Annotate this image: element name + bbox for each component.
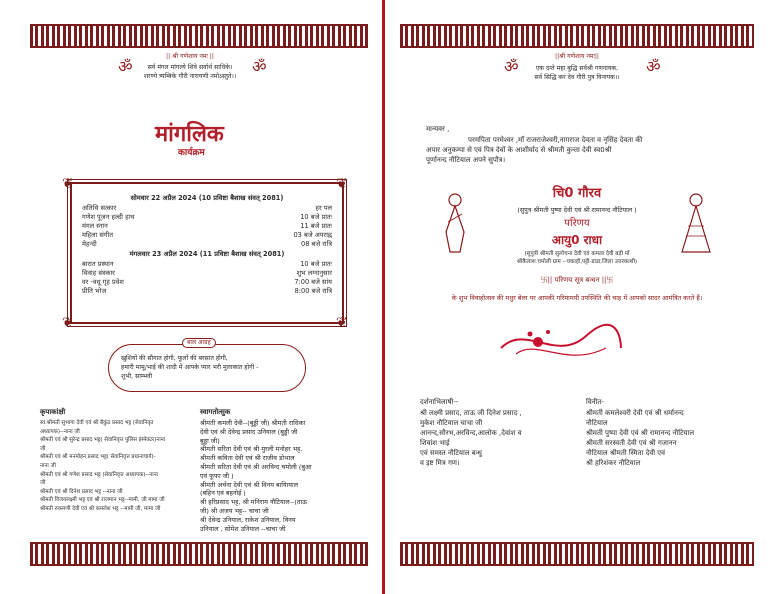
list-line: श्रीमती कमली देवी--(बुड्डी जी) श्रीमती राधिका <box>200 419 306 427</box>
schedule-row: गणेश पूजन हल्दी हाथ 10 बजे प्रातः <box>82 213 332 221</box>
karyakram-subtitle: कार्यक्रम <box>178 148 205 158</box>
top-ornamental-border <box>30 24 368 48</box>
ganesha-left-icon: ॐ <box>504 57 519 76</box>
list-line: श्री लक्ष्मी प्रसाद, ताऊ जी दिनेश प्रसाद , <box>420 409 522 417</box>
list-line: श्रीमती एवं श्री गणेश प्रसाद भट्ट (सेवानिवृत्त अध्यापक)--नाना <box>40 471 158 478</box>
list-line: जी) श्री अजय भट्ट-- चाचा जी <box>200 507 269 515</box>
parinay-sutra-line: 卐|| परिणय सूत्र बन्धन ||卐 <box>540 276 614 284</box>
bride-detail-line: (सुपुत्री श्रीमती सुलोचना देवी एवं कमला देवी बड़ी माँ <box>524 251 630 257</box>
mangalik-title: मांगलिक <box>155 121 224 147</box>
list-line: अध्यापक)--नाना जी <box>40 428 80 435</box>
list-line: नौटियाल <box>586 419 608 427</box>
center-fold-divider <box>382 0 385 594</box>
right-card-page <box>386 0 768 594</box>
frame-corner-ornament: ❦ <box>62 176 74 192</box>
list-line: श्रीमती विजयलक्ष्मी भट्ट एवं श्री राजमान भट्ट--मामी, जी मामा जी <box>40 497 165 504</box>
baal-aagrah-label: बाल आग्रह <box>182 338 216 348</box>
bottom-ornamental-border <box>400 542 754 566</box>
list-line: आनन्द,सौरभ,अरविन्द,आलोक ,देवांश व <box>420 429 522 437</box>
list-line: श्रीमती एवं श्री दिनेश प्रसाद भट्ट --नाना जी <box>40 488 123 495</box>
om-line: || श्री गणेशाय नमः || <box>166 53 214 60</box>
frame-corner-ornament: ❦ <box>62 315 74 331</box>
vineet-heading: विनीत- <box>586 398 604 406</box>
bride-detail-line: श्रीकैलाश चमोली ग्राम --चकाही,पट्टी-डाडा,जिला उत्तरकाशी) <box>516 259 638 265</box>
left-card-page <box>0 0 380 594</box>
list-line: श्रीमती एवं श्री सुरेन्द्र प्रसाद भट्ट( सेवानिवृत्त पुलिस इंस्पेक्टर)नाना <box>40 437 166 444</box>
list-line: एवं फूफा जी ) <box>200 471 234 480</box>
ganesha-left-icon: ॐ <box>118 57 133 76</box>
list-line: जी <box>40 480 46 487</box>
kripakankshi-heading: कृपाकांक्षी <box>40 408 66 416</box>
schedule-row: वर -वधू गृह प्रवेश 7:00 बजे सांय <box>82 278 332 286</box>
list-line: श्रीमती कविता देवी एवं श्री राजीव डोभाल <box>200 454 295 463</box>
list-line: श्रीमती पुष्पा देवी एवं श्री रामानन्द नौटियाल <box>586 429 695 437</box>
shloka-line-2: सर्व सिद्धि कर देव गौरी पुत्र विनायक।। <box>534 74 620 81</box>
schedule-row: मेहन्दी 08 बजे रात्रि <box>82 240 332 248</box>
baal-aagrah-line: हमारी मामू/भाई की शादी में आपके प्यार भरी मुलाकात होगी - <box>121 364 259 371</box>
list-line: शिवांश भाई <box>420 439 450 447</box>
list-line: श्रीमती सरिता देवी एवं श्री अरविन्द चमोली (बुआ <box>200 463 312 471</box>
schedule-row: प्रीति भोज 8:00 बजे रात्रि <box>82 287 332 295</box>
program-schedule-frame <box>70 182 344 324</box>
list-line: (बहिन एवं बहनोई ) <box>200 489 246 498</box>
parinay-label: परिणय <box>564 218 590 229</box>
invitation-line: के शुभ विवाहोत्सव की मधुर बेला पर आपकी गरिमामयी उपस्थिति की चाह में आपको सादर आमंत्रित करते हैं। <box>451 294 703 302</box>
shloka-line-1: सर्व मंगल मांगल्ये शिवे सर्वार्थ साधिके। <box>147 64 233 71</box>
groom-parents: (सुपुत्र श्रीमती पुष्पा देवी एवं श्री रामानन्द नौटियाल ) <box>517 206 637 214</box>
top-ornamental-border <box>400 24 754 48</box>
list-line: जी <box>40 445 46 452</box>
list-line: श्रीमती एवं श्री मनमोहन प्रसाद भट्ट( सेवानिवृत्त प्रधानाचार्य)- <box>40 454 156 461</box>
list-line: व इष्ट मित्र गण। <box>420 459 460 467</box>
frame-corner-ornament: ❦ <box>336 176 348 192</box>
bride-name: आयु0 राधा <box>551 233 603 247</box>
day1-heading: सोमवार 22 अप्रैल 2024 (10 प्रविष्टा बैशाख संवत् 2081) <box>130 194 284 202</box>
list-line: एवं समस्त नौटियाल बन्धु <box>420 449 482 457</box>
intro-line: पूर्णानन्द नौटियाल अपने सुपौत्र। <box>426 156 506 164</box>
intro-line: परमपिता परमेश्वर ,माँ राजराजेश्वरी,नागराज देवता व नृसिंह देवता की <box>468 136 643 144</box>
schedule-row: विवाह संस्कार शुभ लग्नानुसार <box>82 269 332 277</box>
schedule-row: बारात प्रस्थान 10 बजे प्रातः <box>82 260 332 268</box>
floral-ornament-icon <box>496 318 626 366</box>
list-line: नौटियाल श्रीमती स्मिता देवी एवं <box>586 449 666 457</box>
list-line: श्री हरिप्रसाद भट्ट, श्री मनिराम नौटियाल--(ताऊ <box>200 498 308 507</box>
list-line: मुकेश नौटियाल चाचा जी <box>420 419 483 427</box>
list-line: उनियाल , सोमेश उनियाल --चाचा जी <box>200 524 286 533</box>
list-line: श्रीमती कमलेश्वरी देवी एवं श्री धर्मानन्द <box>586 409 684 417</box>
darshanabhilashi-heading: दर्शनाभिलाषी-- <box>420 398 459 406</box>
intro-line: अपार अनुकम्पा से एवं पित्र देवों के आशीर्वाद से श्रीमती कुन्ता देवी स्व0श्री <box>426 146 612 154</box>
schedule-row: मंगल स्नान 11 बजे प्रातः <box>82 222 332 230</box>
om-line: ||श्री गणेशाय नमः|| <box>555 53 599 60</box>
baal-aagrah-box <box>108 344 306 392</box>
list-line: श्रीमती रुकमणी देवी एवं श्री कमलेश भट्ट --मामी जी, मामा जी <box>40 506 161 512</box>
ganesha-right-icon: ॐ <box>646 57 661 76</box>
salutation: मान्यवर , <box>426 125 450 133</box>
list-line: श्रीमती सरिता देवी एवं श्री मुरली मनोहर भट्ट. <box>200 445 303 454</box>
swagatotsuk-heading: स्वागतोत्सुक <box>200 408 231 416</box>
list-line: श्री देवेन्द्र उनियाल, राकेश उनियाल, विनय <box>200 515 296 524</box>
list-line: श्री हरिशंकर नौटियाल <box>586 459 641 467</box>
shloka-line-1: एक दन्ते महा बुद्धि सर्वश्री गणनायक, <box>535 65 619 72</box>
groom-name: चि0 गौरव <box>552 186 602 201</box>
list-line: बुड्डा जी) <box>200 436 220 445</box>
list-line: श्रीमती सरस्वती देवी एवं श्री गजानन <box>586 439 677 447</box>
list-line: श्रीमती अर्चना देवी एवं श्री विनय बायाियाल <box>200 480 298 489</box>
ganesha-right-icon: ॐ <box>252 57 267 76</box>
baal-aagrah-line: शुभी, साम्भवी <box>121 373 153 380</box>
list-line: स्व.श्रीमती सुभागा देवी एवं श्री बैकुंठ प्रसाद भट्ट (सेवानिवृत <box>40 420 154 426</box>
day2-heading: मंगलवार 23 अप्रैल 2024 (11 प्रविष्टा बैशाख संवत् 2081) <box>129 250 285 258</box>
schedule-row: महिला संगीत 03 बजे अपराह्न <box>82 231 332 239</box>
baal-aagrah-line: खुशियों की सौगात होगी, फूलों की बरसात होगी, <box>121 355 228 362</box>
bottom-ornamental-border <box>30 542 368 566</box>
shloka-line-2: शरण्ये त्र्यम्बिके गौरी नारायणी नमोऽस्तुते।। <box>143 73 237 80</box>
frame-corner-ornament: ❦ <box>336 315 348 331</box>
schedule-row: अतिथि सत्कार हर पल <box>82 204 332 212</box>
list-line: देवी एवं श्री देवेन्द्र प्रसाद उनियाल (बुड्डी जी <box>200 427 298 436</box>
list-line: नाना जी <box>40 463 56 469</box>
